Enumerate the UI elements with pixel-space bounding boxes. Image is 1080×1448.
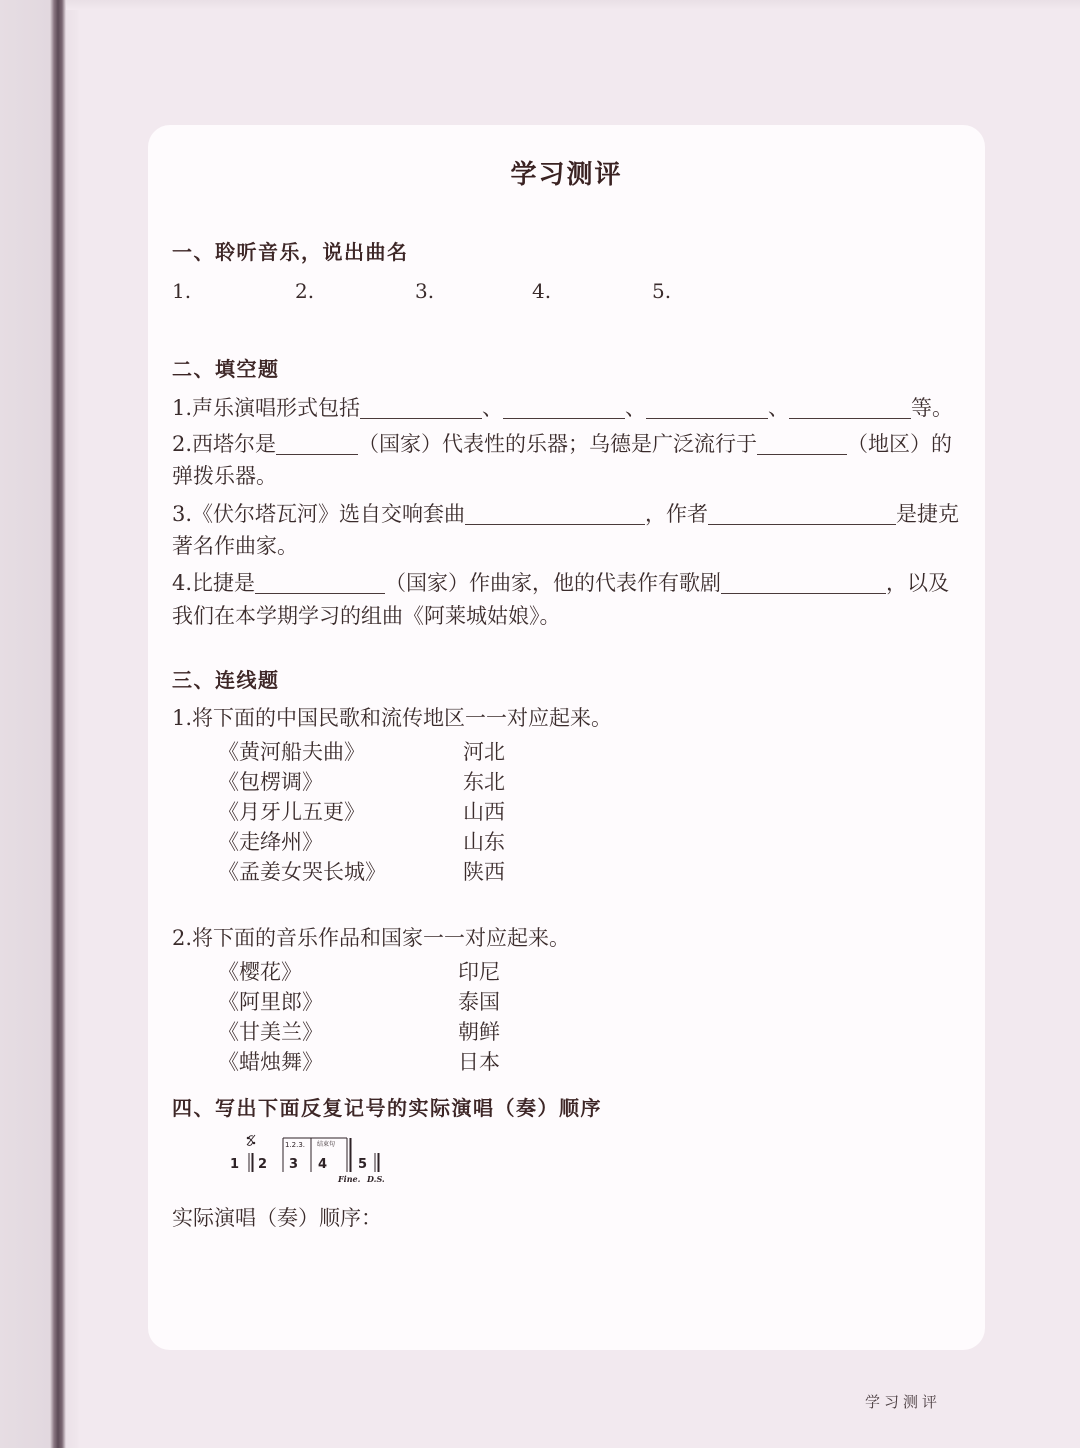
region-item: 陕西 [463, 860, 505, 884]
fill-question-3 [172, 502, 959, 526]
answer-blank [255, 573, 385, 594]
folk-song-item: 《包楞调》 [218, 770, 323, 794]
section1-heading: 一、聆听音乐，说出曲名 [172, 240, 409, 264]
note-4: 4 [318, 1157, 328, 1172]
listening-number-4: 4. [532, 279, 552, 303]
section4-heading: 四、写出下面反复记号的实际演唱（奏）顺序 [172, 1096, 602, 1120]
separator: 、 [482, 396, 504, 420]
question-text: 1.声乐演唱形式包括 [172, 396, 361, 420]
question-text: 3.《伏尔塔瓦河》选自交响套曲 [172, 502, 466, 526]
answer-blank [757, 434, 847, 455]
music-work-item: 《甘美兰》 [218, 1020, 323, 1044]
segno-icon [247, 1135, 255, 1145]
region-item: 东北 [463, 770, 505, 794]
answer-blank [360, 398, 482, 419]
region-item: 山西 [463, 800, 505, 824]
note-1: 1 [230, 1157, 240, 1172]
answer-label: 实际演唱（奏）顺序： [172, 1206, 382, 1230]
answer-blank [465, 504, 645, 525]
music-work-item: 《蜡烛舞》 [218, 1050, 323, 1074]
question-text: 4.比捷是 [172, 571, 256, 595]
answer-blank [276, 434, 358, 455]
question-text: 2.西塔尔是 [172, 432, 277, 456]
fill-question-4-continued: 我们在本学期学习的组曲《阿莱城姑娘》。 [172, 604, 561, 628]
matching-prompt-2: 2.将下面的音乐作品和国家一一对应起来。 [172, 926, 571, 950]
listening-number-2: 2. [295, 279, 315, 303]
country-item: 日本 [458, 1050, 500, 1074]
region-item: 河北 [463, 740, 505, 764]
listening-number-3: 3. [415, 279, 435, 303]
note-3: 3 [289, 1157, 299, 1172]
section2-heading: 二、填空题 [172, 357, 280, 381]
note-5: 5 [358, 1157, 368, 1172]
separator: 、 [625, 396, 647, 420]
folk-song-item: 《孟姜女哭长城》 [218, 860, 386, 884]
music-work-item: 《樱花》 [218, 960, 302, 984]
page-top-edge [66, 0, 1080, 10]
answer-blank [721, 573, 886, 594]
listening-number-5: 5. [652, 279, 672, 303]
volta-label-1: 1.2.3. [285, 1141, 306, 1149]
folk-song-item: 《走绛州》 [218, 830, 323, 854]
question-text: ，以及 [886, 571, 950, 595]
ds-mark: D.S. [367, 1174, 385, 1184]
question-text: （国家）代表性的乐器；乌德是广泛流行于 [358, 432, 758, 456]
fill-question-4 [172, 571, 949, 595]
listening-number-1: 1. [172, 279, 192, 303]
region-item: 山东 [463, 830, 505, 854]
country-item: 泰国 [458, 990, 500, 1014]
separator: 、 [768, 396, 790, 420]
fill-question-2 [172, 432, 952, 456]
fine-mark: Fine. [338, 1174, 361, 1184]
country-item: 印尼 [458, 960, 500, 984]
book-binding [0, 0, 80, 1448]
question-text: 等。 [911, 396, 954, 420]
folk-song-item: 《月牙儿五更》 [218, 800, 365, 824]
matching-prompt-1: 1.将下面的中国民歌和流传地区一一对应起来。 [172, 706, 613, 730]
volta-label-2: 结束句 [317, 1141, 336, 1148]
page-footer: 学习测评 [865, 1393, 942, 1411]
fill-question-1 [172, 396, 953, 420]
question-text: 是捷克 [896, 502, 960, 526]
question-text: ，作者 [645, 502, 709, 526]
fill-question-3-continued: 著名作曲家。 [172, 534, 298, 558]
answer-blank [708, 504, 896, 525]
page-title: 学习测评 [510, 160, 623, 190]
question-text: （国家）作曲家，他的代表作有歌剧 [385, 571, 722, 595]
repeat-notation [222, 1130, 392, 1192]
section3-heading: 三、连线题 [172, 668, 280, 692]
fill-question-2-continued: 弹拨乐器。 [172, 464, 277, 488]
folk-song-item: 《黄河船夫曲》 [218, 740, 365, 764]
answer-blank [503, 398, 625, 419]
music-work-item: 《阿里郎》 [218, 990, 323, 1014]
question-text: （地区）的 [847, 432, 953, 456]
answer-blank [646, 398, 768, 419]
note-2: 2 [258, 1157, 268, 1172]
answer-blank [789, 398, 911, 419]
country-item: 朝鲜 [458, 1020, 500, 1044]
